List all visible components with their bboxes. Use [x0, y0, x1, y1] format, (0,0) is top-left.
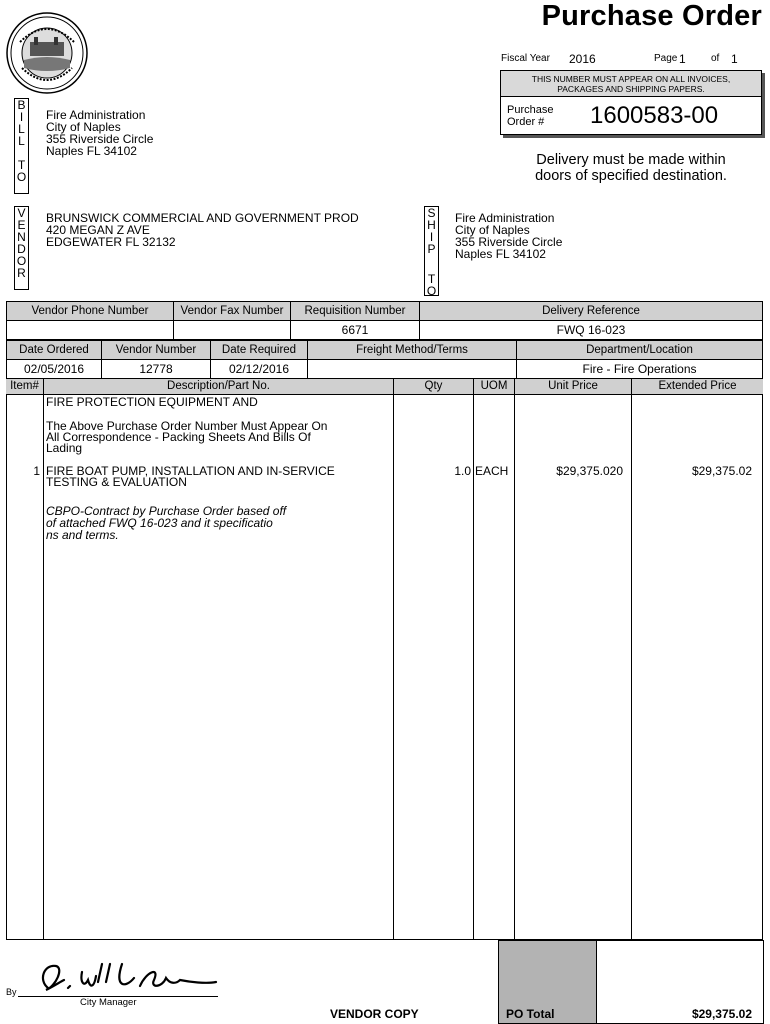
items-note-line: All Correspondence - Packing Sheets And Bills Of — [46, 430, 311, 444]
date-required-header: Date Required — [211, 341, 308, 360]
description-col-header: Description/Part No. — [167, 380, 270, 392]
date-required-value: 02/12/2016 — [211, 360, 308, 379]
col-divider — [514, 379, 515, 940]
po-label-line2: Order # — [507, 116, 545, 128]
col-divider — [393, 379, 394, 940]
ship-to-tag-char: H — [427, 218, 436, 232]
ship-to-tag-char: I — [429, 230, 434, 244]
city-seal-logo — [6, 12, 88, 94]
line-item-desc-line: TESTING & EVALUATION — [46, 475, 187, 489]
bill-to-tag-char: T — [17, 158, 26, 172]
vendor-tag-char: O — [16, 254, 27, 268]
bill-to-tag-char: L — [18, 134, 25, 148]
contract-note-line: of attached FWQ 16-023 and it specificatio — [46, 516, 273, 530]
vendor-line: EDGEWATER FL 32132 — [46, 235, 176, 249]
po-label-line1: Purchase — [507, 104, 554, 116]
bill-to-line: City of Naples — [46, 120, 121, 134]
ship-to-line: Fire Administration — [455, 211, 555, 225]
vendor-copy-label: VENDOR COPY — [330, 1007, 419, 1021]
vendor-line: 420 MEGAN Z AVE — [46, 223, 150, 237]
contract-note-line: CBPO-Contract by Purchase Order based off — [46, 504, 287, 518]
fiscal-year-value: 2016 — [569, 52, 596, 66]
date-ordered-value: 02/05/2016 — [7, 360, 102, 379]
bill-to-address — [46, 109, 153, 157]
col-divider — [631, 379, 632, 940]
contract-note-line: ns and terms. — [46, 528, 119, 542]
vendor-tag-char: D — [17, 242, 26, 256]
vendor-tag-char: R — [17, 266, 26, 280]
ship-to-line: City of Naples — [455, 223, 530, 237]
vendor-number-header: Vendor Number — [102, 341, 211, 360]
delivery-line1: Delivery must be made within — [536, 152, 726, 168]
department-location-header: Department/Location — [517, 341, 763, 360]
line-item-description — [46, 466, 335, 488]
ship-to-line: Naples FL 34102 — [455, 247, 546, 261]
vendor-phone-header: Vendor Phone Number — [7, 302, 174, 321]
requisition-header: Requisition Number — [291, 302, 420, 321]
vendor-tag-char: V — [17, 206, 26, 220]
delivery-reference-value: FWQ 16-023 — [420, 321, 763, 340]
page-total: 1 — [731, 52, 738, 66]
items-note — [46, 421, 327, 454]
vendor-number-value: 12778 — [102, 360, 211, 379]
vendor-line: BRUNSWICK COMMERCIAL AND GOVERNMENT PROD — [46, 211, 359, 225]
page-number: 1 — [679, 52, 686, 66]
document-title: Purchase Order — [541, 0, 762, 32]
info-table-2 — [6, 340, 763, 379]
vendor-tag-char: N — [17, 230, 26, 244]
uom-col-header: UOM — [480, 380, 508, 392]
freight-terms-header: Freight Method/Terms — [308, 341, 517, 360]
by-label: By — [6, 987, 17, 997]
po-total-divider — [596, 941, 597, 1023]
ship-to-tag-char: O — [426, 284, 437, 298]
bill-to-tag-char: I — [19, 110, 24, 124]
col-divider — [473, 379, 474, 940]
unit-price-col-header: Unit Price — [548, 380, 598, 392]
line-item-extended-price: $29,375.02 — [691, 464, 752, 478]
bill-to-tag-char: B — [17, 98, 26, 112]
line-item-qty: 1.0 — [454, 464, 471, 478]
fiscal-year-label: Fiscal Year — [501, 53, 550, 64]
po-notice-line1: THIS NUMBER MUST APPEAR ON ALL INVOICES, — [531, 74, 731, 84]
delivery-line2: doors of specified destination. — [535, 168, 727, 184]
freight-terms-value — [308, 360, 517, 379]
col-divider — [43, 379, 44, 940]
bill-to-tag-char: O — [16, 170, 27, 184]
items-heading: FIRE PROTECTION EQUIPMENT AND — [46, 395, 258, 409]
requisition-value: 6671 — [291, 321, 420, 340]
vendor-fax-header: Vendor Fax Number — [174, 302, 291, 321]
vendor-tag — [14, 206, 29, 290]
po-number-label — [507, 104, 567, 128]
vendor-phone-value — [7, 321, 174, 340]
ship-to-tag-char: S — [427, 206, 436, 220]
line-item-number: 1 — [33, 464, 40, 478]
bill-to-line: Naples FL 34102 — [46, 144, 137, 158]
po-total-value: $29,375.02 — [691, 1007, 752, 1021]
items-note-line: The Above Purchase Order Number Must Appear On — [46, 419, 328, 433]
of-label: of — [711, 53, 720, 64]
line-item-desc-line: FIRE BOAT PUMP, INSTALLATION AND IN-SERVICE — [46, 464, 335, 478]
page-label: Page — [654, 53, 678, 64]
po-notice-line2: PACKAGES AND SHIPPING PAPERS. — [557, 83, 705, 94]
ship-to-tag-char: P — [427, 242, 436, 256]
bill-to-tag-char: L — [18, 122, 25, 136]
vendor-tag-char: E — [17, 218, 26, 232]
date-ordered-header: Date Ordered — [7, 341, 102, 360]
vendor-address — [46, 212, 359, 248]
ship-to-tag — [424, 206, 439, 296]
bill-to-tag — [14, 98, 29, 194]
item-col-header: Item# — [10, 380, 39, 392]
items-note-line: Lading — [46, 441, 83, 455]
line-item-unit-price: $29,375.020 — [556, 464, 623, 478]
extended-price-col-header: Extended Price — [658, 380, 737, 392]
po-notice — [500, 70, 762, 97]
bill-to-line: 355 Riverside Circle — [46, 132, 154, 146]
qty-col-header: Qty — [424, 380, 443, 392]
signer-title: City Manager — [80, 997, 137, 1008]
info-table-1 — [6, 301, 763, 340]
po-number: 1600583-00 — [590, 102, 719, 129]
ship-to-line: 355 Riverside Circle — [455, 235, 563, 249]
delivery-instructions — [500, 152, 762, 184]
po-total-label: PO Total — [506, 1007, 555, 1021]
line-item-uom: EACH — [475, 464, 509, 478]
ship-to-tag-spacer — [425, 255, 438, 273]
department-location-value: Fire - Fire Operations — [517, 360, 763, 379]
ship-to-address — [455, 212, 562, 260]
delivery-reference-header: Delivery Reference — [420, 302, 763, 321]
bill-to-line: Fire Administration — [46, 108, 146, 122]
ship-to-tag-char: T — [427, 272, 436, 286]
contract-note — [46, 505, 286, 541]
vendor-fax-value — [174, 321, 291, 340]
